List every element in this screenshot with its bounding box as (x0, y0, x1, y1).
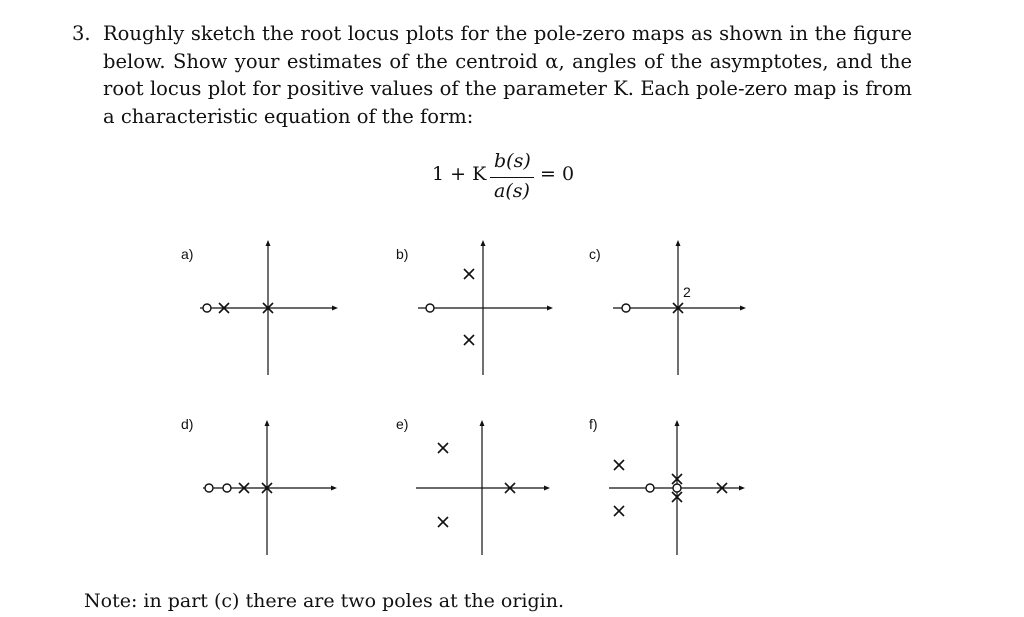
equation-rhs: = 0 (540, 163, 575, 185)
pole-marker (464, 269, 474, 279)
real-axis-arrow (332, 306, 338, 311)
real-axis-arrow (739, 486, 745, 491)
plot-f-label: f) (589, 416, 598, 432)
imag-axis-arrow (265, 420, 270, 426)
imag-axis-arrow (480, 420, 485, 426)
plot-b-label: b) (396, 246, 409, 262)
plot-c-label: c) (589, 246, 601, 262)
plot-b (396, 240, 553, 375)
plot-e-label: e) (396, 416, 409, 432)
zero-marker (223, 484, 231, 492)
zero-marker (646, 484, 654, 492)
imag-axis-arrow (266, 240, 271, 246)
equation-lhs: 1 + K (432, 163, 487, 185)
zero-marker (205, 484, 213, 492)
plot-a-label: a) (181, 246, 194, 262)
equation-numerator: b(s) (494, 150, 531, 172)
pole-marker (614, 506, 624, 516)
plot-a (181, 240, 338, 375)
plot-e (396, 416, 550, 555)
plot-f (589, 416, 745, 555)
real-axis-arrow (544, 486, 550, 491)
zero-marker (622, 304, 630, 312)
equation-denominator: a(s) (494, 180, 530, 202)
problem-number: 3. (72, 22, 91, 45)
pole-marker (464, 335, 474, 345)
imag-axis-arrow (675, 420, 680, 426)
pole-marker (438, 517, 448, 527)
real-axis-arrow (740, 306, 746, 311)
imag-axis-arrow (481, 240, 486, 246)
zero-marker (426, 304, 434, 312)
plot-c (589, 240, 746, 375)
zero-marker (673, 484, 681, 492)
pole-multiplicity: 2 (683, 284, 691, 300)
zero-marker (203, 304, 211, 312)
note: Note: in part (c) there are two poles at the origin. (84, 590, 565, 612)
real-axis-arrow (547, 306, 553, 311)
plot-d-label: d) (181, 416, 194, 432)
pole-marker (438, 443, 448, 453)
imag-axis-arrow (676, 240, 681, 246)
real-axis-arrow (331, 486, 337, 491)
problem-text: Roughly sketch the root locus plots for the pole-zero maps as shown in the figure below. Show your estimates of the centroid α, angles of the asymptotes, and the root locus plot for positive values of the parameter K. Each pole-zero map is from a characteristic equation of the form: (103, 22, 912, 128)
pole-marker (614, 460, 624, 470)
plot-d (181, 416, 337, 555)
